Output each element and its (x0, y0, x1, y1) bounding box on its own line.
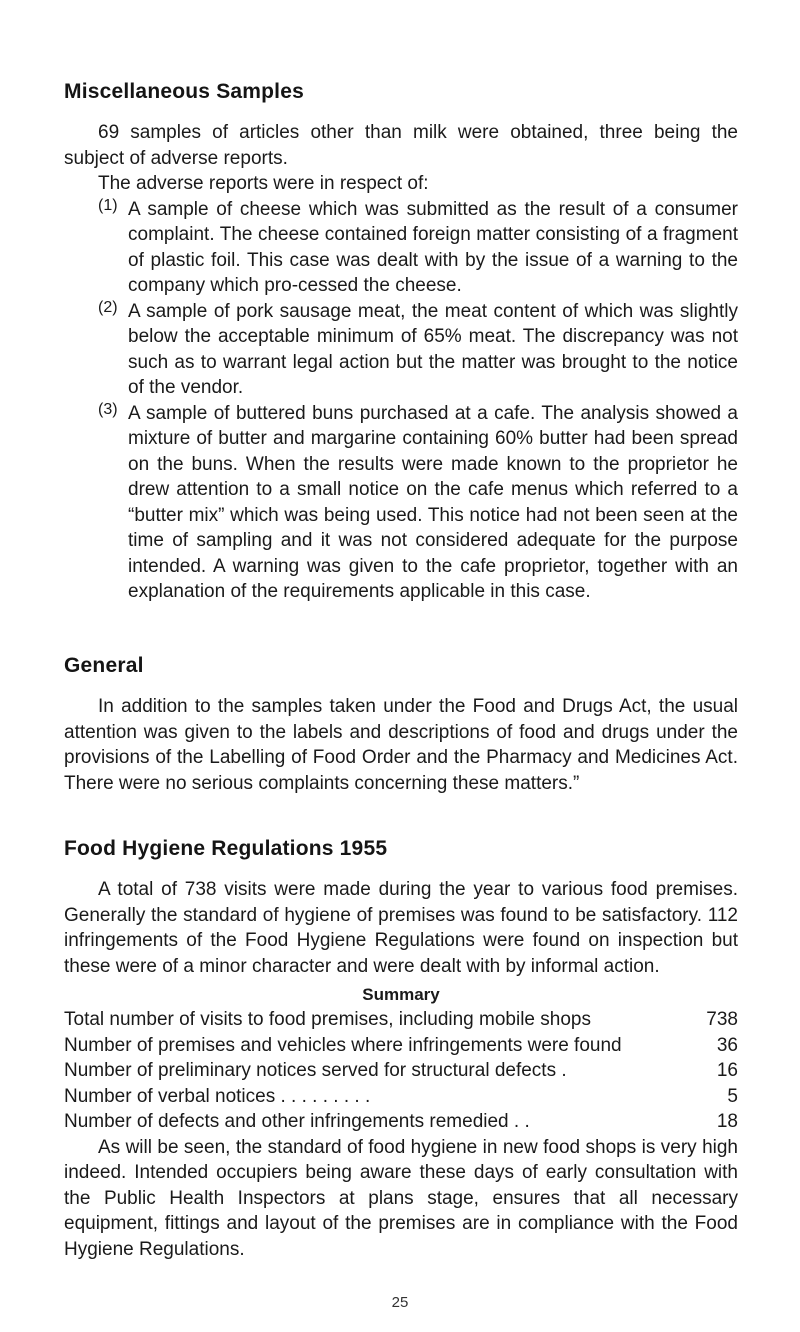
general-heading: General (64, 654, 144, 677)
summary-row (64, 1058, 738, 1084)
summary-label: Number of defects and other infringements remedied . . (64, 1111, 530, 1132)
summary-row (64, 1109, 738, 1135)
summary-table (64, 1007, 738, 1135)
misc-item-2 (64, 299, 738, 401)
summary-label: Number of verbal notices . . . . . . . . . (64, 1085, 371, 1107)
summary-label: Total number of visits to food premises, including mobile shops (64, 1009, 591, 1030)
hygiene-heading: Food Hygiene Regulations 1955 (64, 837, 388, 860)
summary-row (64, 1084, 738, 1110)
misc-intro: The adverse reports were in respect of: (98, 173, 429, 194)
item-text: A sample of cheese which was submitted as the result of a consumer complaint. The cheese contained foreign matter consisting of a fragment of plastic foil. This case was dealt with by the issue of a warning to the company which pro-cessed the cheese. (128, 198, 738, 296)
summary-value: 16 (716, 1060, 738, 1081)
summary-row (64, 1033, 738, 1059)
item-number: (3) (98, 400, 118, 418)
misc-section (64, 80, 738, 605)
summary-value: 36 (716, 1034, 738, 1056)
general-section (64, 654, 738, 796)
item-text: A sample of buttered buns purchased at a cafe. The analysis showed a mixture of butter and margarine containing 60% butter had been spread on the buns. When the results were made known to the proprietor he drew attention to a small notice on the cafe menus which referred to a “butter mix” which was being used. This notice had not been seen at the time of sampling and it was not considered adequate for the purpose intended. A warning was given to the cafe proprietor, together with an explanation of the requirements applicable in this case. (128, 402, 738, 602)
item-number: (2) (98, 298, 118, 316)
page-number: 25 (391, 1294, 409, 1311)
item-number: (1) (98, 196, 118, 214)
summary-value: 738 (706, 1009, 738, 1030)
misc-heading: Miscellaneous Samples (64, 80, 304, 103)
summary-label: Number of premises and vehicles where infringements were found (64, 1034, 622, 1056)
summary-row (64, 1007, 738, 1033)
item-text: A sample of pork sausage meat, the meat content of which was slightly below the acceptable minimum of 65% meat. The discrepancy was not such as to warrant legal action but the matter was brought to the notice of the vendor. (128, 300, 738, 398)
hygiene-paragraph: A total of 738 visits were made during the year to various food premises. Generally the standard of hygiene of premises was found to be satisfactory. 112 infringements of the Food Hygiene Regulations were found on inspection but these were of a minor character and were dealt with by informal action. (64, 879, 738, 977)
general-paragraph: In addition to the samples taken under the Food and Drugs Act, the usual attention was given to the labels and descriptions of food and drugs under the provisions of the Labelling of Food Order and the Pharmacy and Medicines Act. There were no serious complaints concerning these matters.” (64, 696, 738, 794)
summary-value: 18 (716, 1111, 738, 1132)
hygiene-section (64, 837, 738, 1262)
misc-paragraph: 69 samples of articles other than milk were obtained, three being the subject of adverse reports. (64, 122, 738, 169)
summary-value: 5 (727, 1085, 738, 1107)
summary-title: Summary (362, 985, 440, 1004)
hygiene-closing-paragraph: As will be seen, the standard of food hygiene in new food shops is very high indeed. Intended occupiers being aware these days of early consultation with the Public Health Inspectors at plans stage, ensures that all necessary equipment, fittings and layout of the premises are in compliance with the Food Hygiene Regulations. (64, 1136, 738, 1260)
summary-label: Number of preliminary notices served for structural defects . (64, 1060, 567, 1081)
misc-item-3 (64, 401, 738, 605)
misc-item-1 (64, 197, 738, 299)
